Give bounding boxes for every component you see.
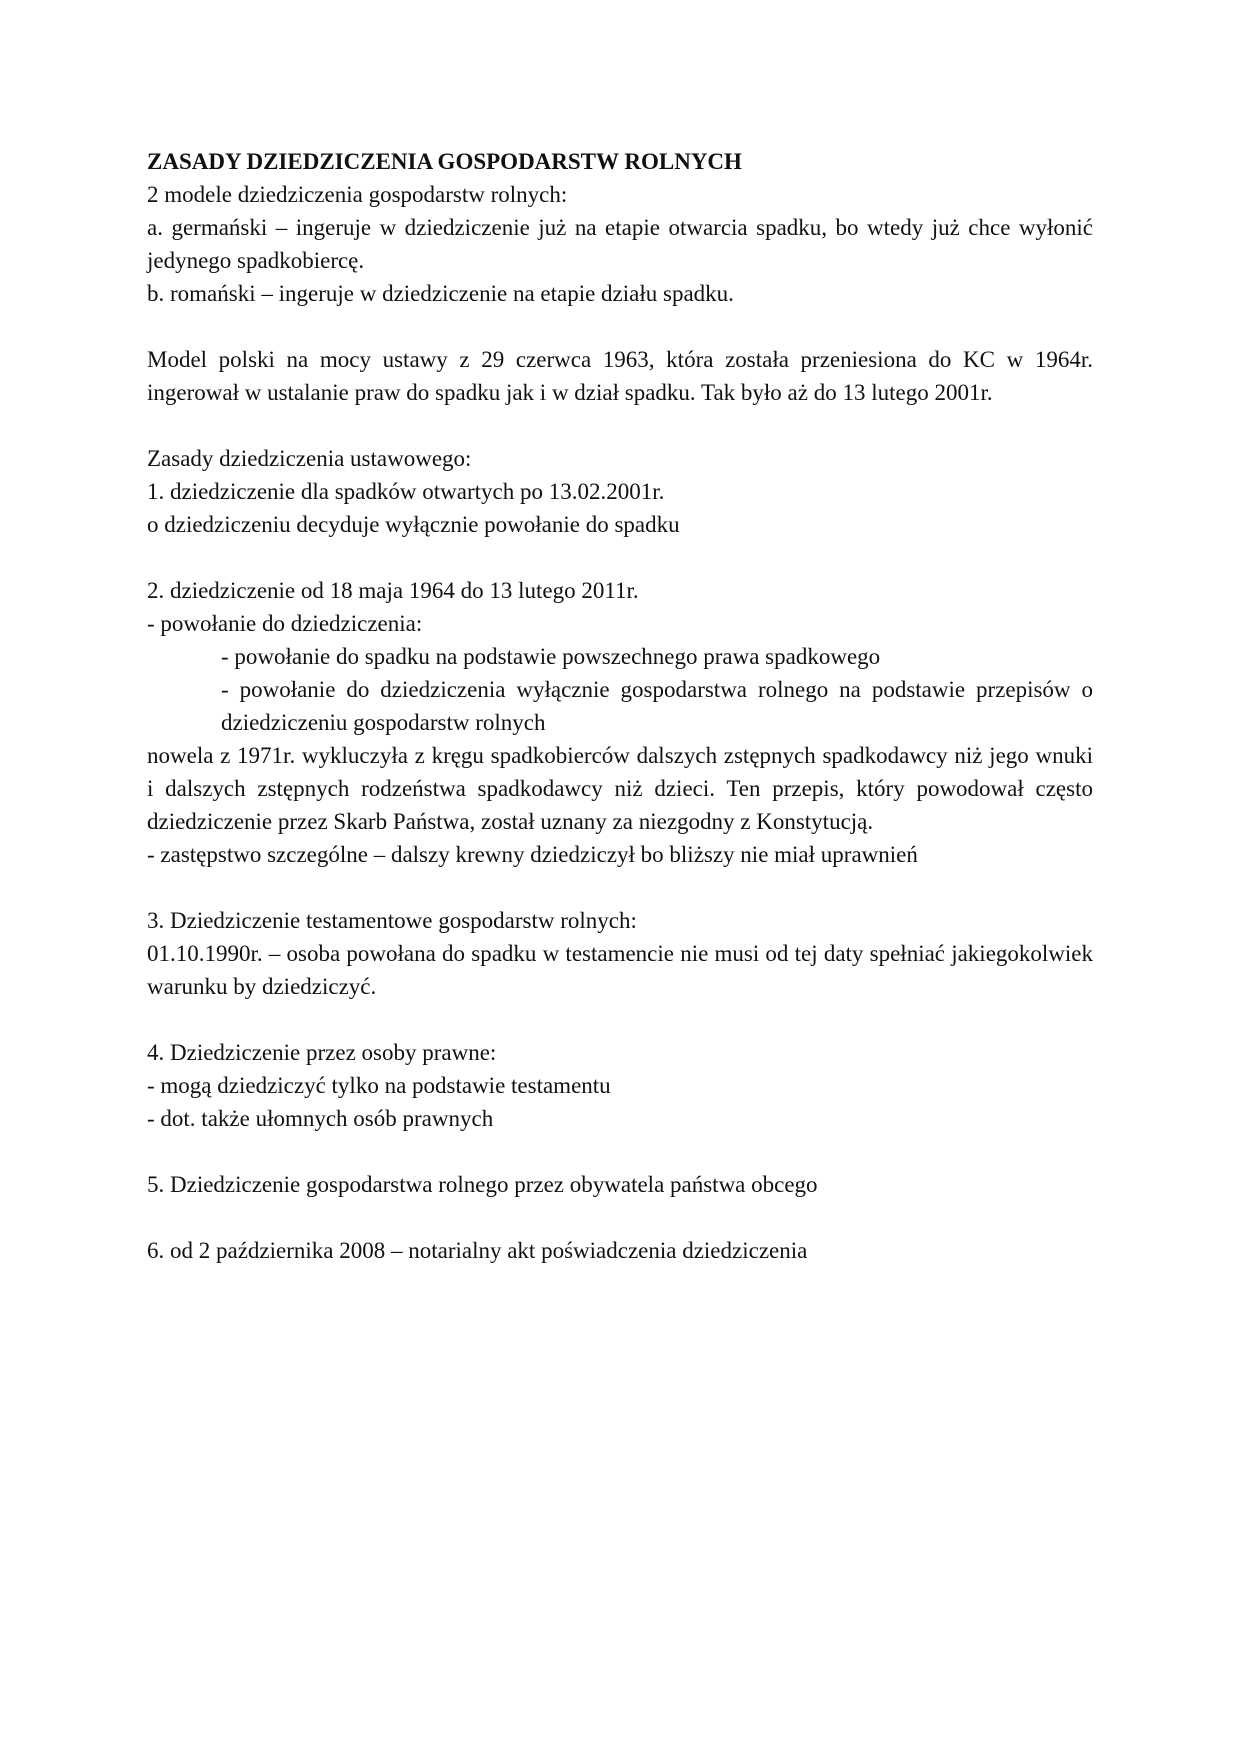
point-6-title: 6. od 2 października 2008 – notarialny akt poświadczenia dziedziczenia xyxy=(147,1238,808,1263)
models-heading: 2 modele dziedziczenia gospodarstw rolnych: xyxy=(147,182,568,207)
point-2-substitution: - zastępstwo szczególne – dalszy krewny dziedziczył bo bliższy nie miał uprawnień xyxy=(147,842,918,867)
spacer xyxy=(147,409,1093,442)
point-1-text: o dziedziczeniu decyduje wyłącznie powołanie do spadku xyxy=(147,512,680,537)
model-germanic: a. germański – ingeruje w dziedziczenie już na etapie otwarcia spadku, bo wtedy już chce wyłonić jedynego spadkobiercę. xyxy=(147,215,1093,273)
point-4-item-1: - mogą dziedziczyć tylko na podstawie testamentu xyxy=(147,1073,611,1098)
spacer xyxy=(147,871,1093,904)
document-page xyxy=(147,145,1093,1267)
point-2-novel-paragraph: nowela z 1971r. wykluczyła z kręgu spadkobierców dalszych zstępnych spadkodawcy niż jego wnuki i dalszych zstępnych rodzeństwa spadkodawcy niż dzieci. Ten przepis, który powodował często dziedziczenie przez Skarb Państwa, został uznany za niezgodny z Konstytucją. xyxy=(147,743,1093,834)
polish-model-paragraph: Model polski na mocy ustawy z 29 czerwca 1963, która została przeniesiona do KC w 1964r. ingerował w ustalanie praw do spadku jak i w dział spadku. Tak było aż do 13 lutego 2001r. xyxy=(147,347,1093,405)
spacer xyxy=(147,1003,1093,1036)
point-3-text: 01.10.1990r. – osoba powołana do spadku w testamencie nie musi od tej daty spełniać jakiegokolwiek warunku by dziedziczyć. xyxy=(147,941,1093,999)
spacer xyxy=(147,1201,1093,1234)
model-romanic: b. romański – ingeruje w dziedziczenie na etapie działu spadku. xyxy=(147,281,734,306)
point-1-title: 1. dziedziczenie dla spadków otwartych po 13.02.2001r. xyxy=(147,479,665,504)
point-2-subheading: - powołanie do dziedziczenia: xyxy=(147,611,423,636)
point-3-title: 3. Dziedziczenie testamentowe gospodarstw rolnych: xyxy=(147,908,637,933)
point-4-item-2: - dot. także ułomnych osób prawnych xyxy=(147,1106,494,1131)
spacer xyxy=(147,1135,1093,1168)
point-2-title: 2. dziedziczenie od 18 maja 1964 do 13 lutego 2011r. xyxy=(147,578,639,603)
spacer xyxy=(147,310,1093,343)
point-2-item-1: - powołanie do spadku na podstawie powszechnego prawa spadkowego xyxy=(221,644,881,669)
point-4-title: 4. Dziedziczenie przez osoby prawne: xyxy=(147,1040,497,1065)
point-5-title: 5. Dziedziczenie gospodarstwa rolnego przez obywatela państwa obcego xyxy=(147,1172,818,1197)
statutory-heading: Zasady dziedziczenia ustawowego: xyxy=(147,446,472,471)
point-2-item-2: - powołanie do dziedziczenia wyłącznie gospodarstwa rolnego na podstawie przepisów o dziedziczeniu gospodarstw rolnych xyxy=(221,677,1093,735)
spacer xyxy=(147,541,1093,574)
document-title: ZASADY DZIEDZICZENIA GOSPODARSTW ROLNYCH xyxy=(147,149,742,174)
